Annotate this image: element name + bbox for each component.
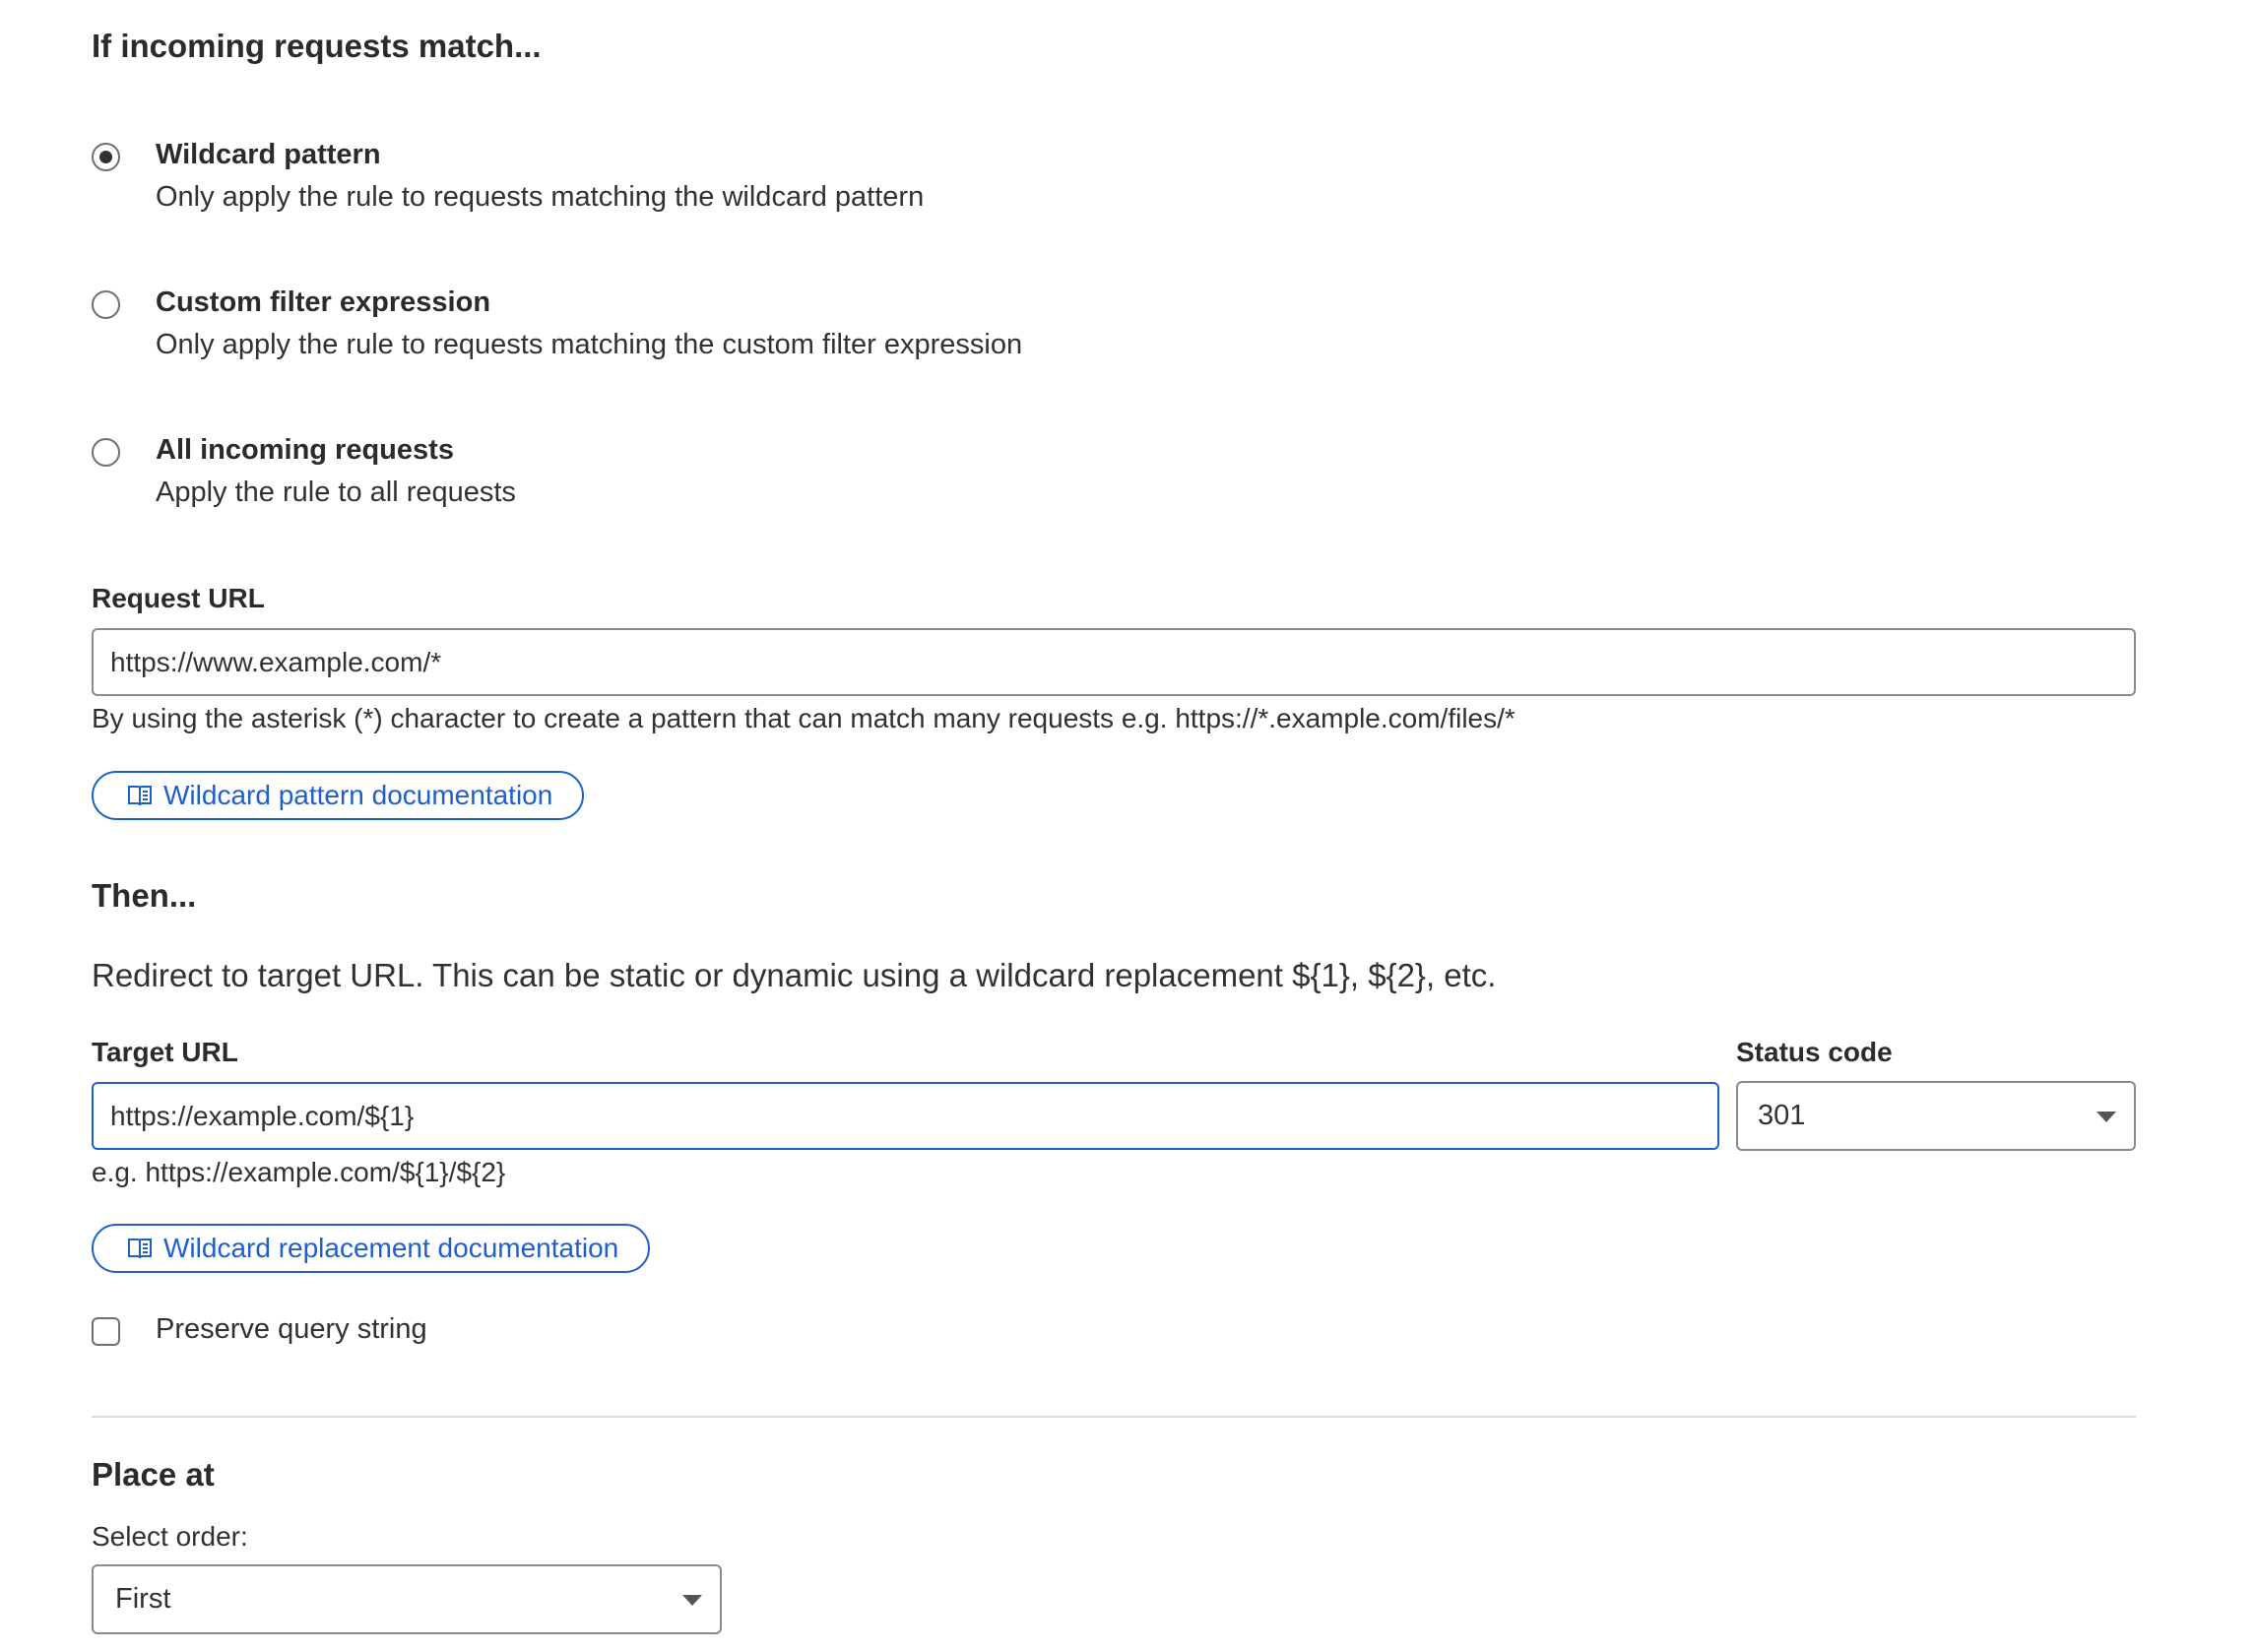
order-select[interactable]: [92, 1564, 722, 1634]
radio-title: Custom filter expression: [156, 286, 491, 318]
match-heading: If incoming requests match...: [92, 28, 542, 64]
radio-button-wildcard[interactable]: [92, 143, 120, 171]
target-url-input[interactable]: https://example.com/${1}: [92, 1082, 1719, 1150]
preserve-query-option[interactable]: [92, 1315, 584, 1349]
radio-button-custom-filter[interactable]: [92, 290, 120, 319]
then-description: Redirect to target URL. This can be static or dynamic using a wildcard replacement ${1}, ${2}, etc.: [92, 957, 1497, 993]
radio-title: Wildcard pattern: [156, 139, 381, 170]
radio-title: All incoming requests: [156, 434, 454, 466]
request-url-help: By using the asterisk (*) character to create a pattern that can match many requests e.g. https://*.example.com/files/*: [92, 703, 1515, 733]
radio-description: Only apply the rule to requests matching the wildcard pattern: [156, 181, 925, 213]
target-url-label: Target URL: [92, 1037, 238, 1067]
radio-description: Only apply the rule to requests matching the custom filter expression: [156, 329, 1023, 360]
doc-button-label: Wildcard pattern documentation: [163, 780, 553, 810]
select-order-label: Select order:: [92, 1521, 248, 1552]
status-code-select[interactable]: [1736, 1081, 2136, 1151]
preserve-query-checkbox[interactable]: [92, 1317, 120, 1346]
preserve-query-label: Preserve query string: [156, 1313, 427, 1345]
target-url-help: e.g. https://example.com/${1}/${2}: [92, 1157, 506, 1187]
then-heading: Then...: [92, 877, 197, 914]
radio-description: Apply the rule to all requests: [156, 477, 516, 508]
book-icon: [126, 1235, 154, 1262]
wildcard-replacement-doc-button[interactable]: [92, 1224, 650, 1273]
request-url-label: Request URL: [92, 583, 265, 613]
book-icon: [126, 782, 154, 809]
radio-button-all-requests[interactable]: [92, 438, 120, 467]
chevron-down-icon: [2096, 1112, 2116, 1122]
chevron-down-icon: [682, 1595, 702, 1606]
doc-button-label: Wildcard replacement documentation: [163, 1233, 619, 1263]
section-divider: [92, 1416, 2136, 1418]
status-code-label: Status code: [1736, 1037, 1893, 1067]
place-at-heading: Place at: [92, 1456, 215, 1493]
order-select-value: First: [115, 1583, 171, 1615]
status-code-value: 301: [1758, 1100, 1806, 1131]
wildcard-pattern-doc-button[interactable]: [92, 771, 584, 820]
request-url-input[interactable]: https://www.example.com/*: [92, 628, 2136, 696]
